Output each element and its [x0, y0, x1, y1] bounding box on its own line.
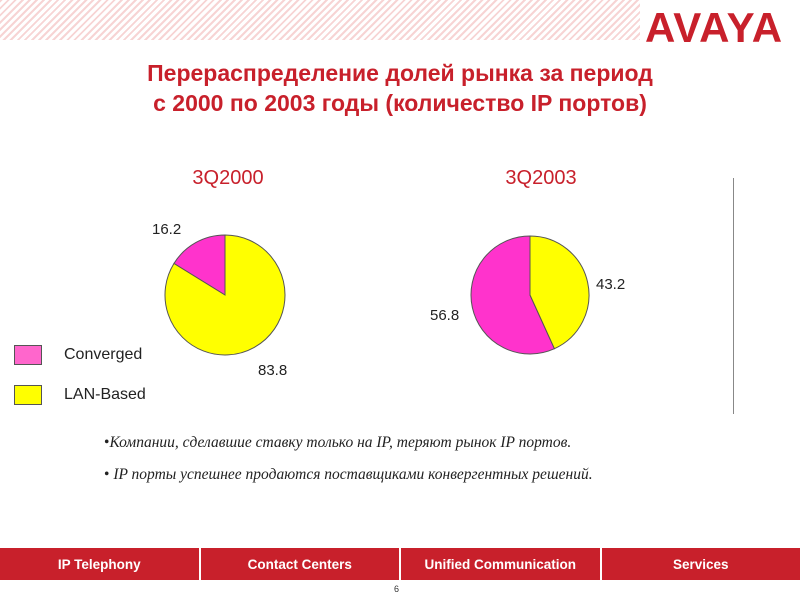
legend-swatch-lanbased: [14, 385, 42, 405]
pie-label-3q2003-converged: 56.8: [430, 307, 460, 324]
header-stripe-band: [0, 0, 640, 40]
legend-label-lanbased: LAN-Based: [64, 386, 146, 403]
avaya-logo-text: AVAYA: [645, 4, 784, 51]
bullet-item: [104, 432, 684, 454]
chart-divider-line: [733, 178, 734, 414]
bullet-list: [104, 432, 684, 496]
nav-ip-telephony[interactable]: IP Telephony: [0, 548, 201, 580]
bullet-text: Компании, сделавшие ставку только на IP, теряют рынок IP портов.: [109, 434, 572, 451]
page-number: 6: [394, 584, 400, 594]
pie-chart-3q2000: [152, 167, 287, 379]
pie-title-3q2003: 3Q2003: [505, 167, 577, 189]
bullet-marker: •: [104, 466, 110, 483]
chart-legend: [14, 344, 146, 424]
nav-unified-communication[interactable]: Unified Communication: [401, 548, 602, 580]
nav-services[interactable]: Services: [672, 556, 729, 572]
pie-label-3q2003-lanbased: 43.2: [596, 276, 626, 293]
pie-chart-3q2003: [430, 167, 625, 354]
avaya-logo: [645, 2, 795, 52]
pie-title-3q2000: 3Q2000: [192, 167, 264, 189]
legend-item-lanbased: [14, 384, 146, 406]
page-title-line1: Перераспределение долей рынка за период: [147, 60, 653, 86]
bullet-marker: •: [104, 434, 110, 451]
page-title-line2: с 2000 по 2003 годы (количество IP портов): [153, 90, 647, 116]
page-title: [40, 58, 760, 118]
legend-item-converged: [14, 344, 146, 366]
legend-label-converged: Converged: [64, 346, 143, 363]
pie-label-3q2000-lanbased: 83.8: [258, 362, 288, 379]
pie-label-3q2000-converged: 16.2: [152, 221, 182, 238]
nav-contact-centers[interactable]: Contact Centers: [201, 548, 402, 580]
legend-swatch-converged: [14, 345, 42, 365]
bottom-nav-bar: [0, 548, 800, 580]
bullet-text: IP порты успешнее продаются поставщиками конвергентных решений.: [109, 466, 593, 483]
bullet-item: [104, 464, 684, 486]
